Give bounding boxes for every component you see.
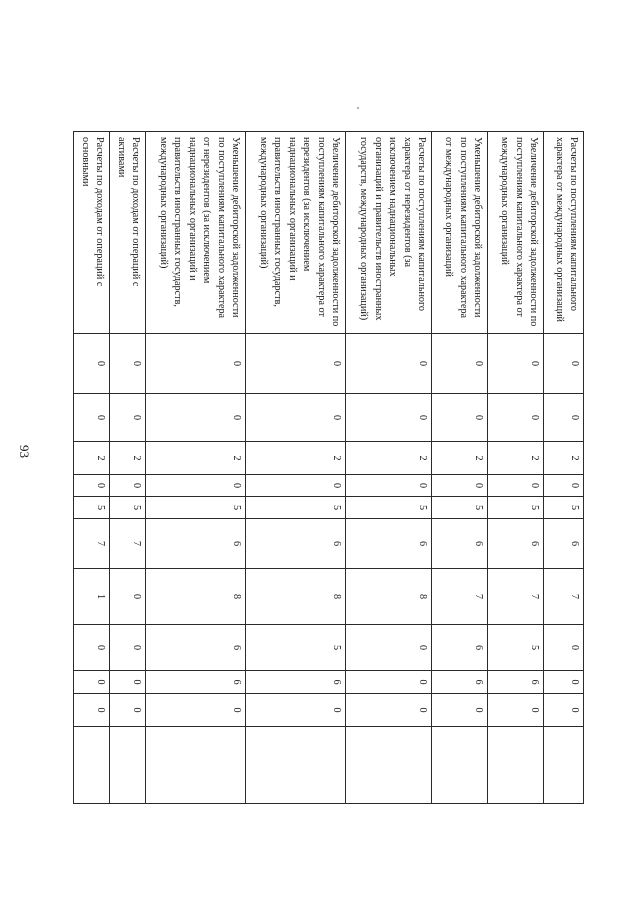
- account-name-cell: Расчеты по доходам от операций с активами: [110, 132, 146, 334]
- code-cell: 7: [544, 569, 584, 625]
- code-cell: 0: [110, 671, 146, 694]
- code-cell: 0: [544, 475, 584, 497]
- code-cell: 0: [110, 694, 146, 727]
- code-cell: 5: [346, 497, 432, 519]
- code-cell: 5: [146, 497, 246, 519]
- empty-cell: [74, 727, 110, 804]
- code-cell: 6: [544, 519, 584, 569]
- empty-cell: [488, 727, 544, 804]
- code-cell: 7: [432, 569, 488, 625]
- table-row: [488, 132, 544, 804]
- code-cell: 0: [544, 625, 584, 671]
- code-cell: 6: [146, 625, 246, 671]
- code-cell: 0: [110, 569, 146, 625]
- table-row: [246, 132, 346, 804]
- account-name-text: Расчеты по доходам от операций с основными: [79, 137, 106, 287]
- code-cell: 0: [146, 334, 246, 394]
- code-cell: 1: [74, 569, 110, 625]
- code-cell: 0: [432, 694, 488, 727]
- code-cell: 0: [110, 334, 146, 394]
- code-cell: 0: [488, 694, 544, 727]
- code-cell: 8: [346, 569, 432, 625]
- code-cell: 5: [246, 625, 346, 671]
- table-row: [146, 132, 246, 804]
- code-cell: 0: [544, 694, 584, 727]
- code-cell: 6: [488, 519, 544, 569]
- code-cell: 5: [110, 497, 146, 519]
- table-row: [432, 132, 488, 804]
- code-cell: 7: [488, 569, 544, 625]
- code-cell: 6: [346, 519, 432, 569]
- code-cell: 5: [488, 497, 544, 519]
- code-cell: 6: [432, 625, 488, 671]
- code-cell: 0: [74, 694, 110, 727]
- code-cell: 2: [432, 442, 488, 475]
- code-cell: 0: [432, 394, 488, 442]
- code-cell: 0: [74, 625, 110, 671]
- empty-cell: [246, 727, 346, 804]
- code-cell: 0: [246, 475, 346, 497]
- code-cell: 0: [110, 394, 146, 442]
- code-cell: 0: [346, 671, 432, 694]
- code-cell: 5: [246, 497, 346, 519]
- empty-cell: [110, 727, 146, 804]
- code-cell: 0: [246, 694, 346, 727]
- code-cell: 0: [110, 475, 146, 497]
- code-cell: 0: [74, 334, 110, 394]
- code-cell: 0: [74, 475, 110, 497]
- code-cell: 6: [432, 519, 488, 569]
- code-cell: 6: [146, 519, 246, 569]
- code-cell: 5: [432, 497, 488, 519]
- code-cell: 0: [146, 475, 246, 497]
- account-name-cell: Уменьшение дебиторской задолженности по поступлениям капитального характера от нерезидентов (за исключением наднациональных организаций и правительств иностранных государств, международных организаций): [146, 132, 246, 334]
- account-name-cell: Увеличение дебиторской задолженности по поступлениям капитального характера от международных организаций: [488, 132, 544, 334]
- code-cell: 5: [488, 625, 544, 671]
- table-row: [74, 132, 110, 804]
- code-cell: 0: [432, 334, 488, 394]
- code-cell: 6: [246, 671, 346, 694]
- code-cell: 2: [110, 442, 146, 475]
- table-body: [74, 132, 584, 804]
- code-cell: 5: [74, 497, 110, 519]
- code-cell: 2: [488, 442, 544, 475]
- code-cell: 2: [246, 442, 346, 475]
- code-cell: 0: [146, 394, 246, 442]
- code-cell: 0: [346, 475, 432, 497]
- code-cell: 7: [74, 519, 110, 569]
- rotated-table-wrapper: [79, 131, 584, 803]
- table-row: [110, 132, 146, 804]
- code-cell: 0: [488, 334, 544, 394]
- table-row: [544, 132, 584, 804]
- account-name-cell: [74, 132, 110, 334]
- code-cell: 0: [110, 625, 146, 671]
- code-cell: 0: [432, 475, 488, 497]
- empty-cell: [432, 727, 488, 804]
- code-cell: 0: [246, 334, 346, 394]
- code-cell: 6: [246, 519, 346, 569]
- page-number: 93: [17, 445, 32, 458]
- code-cell: 6: [488, 671, 544, 694]
- account-name-cell: Увеличение дебиторской задолженности по поступлениям капитального характера от нерезидентов (за исключением наднациональных организаций и правительств иностранных государств, международных организаций): [246, 132, 346, 334]
- code-cell: 0: [488, 394, 544, 442]
- code-cell: 0: [74, 671, 110, 694]
- code-cell: 0: [246, 394, 346, 442]
- code-cell: 0: [74, 394, 110, 442]
- scan-speck: [357, 107, 359, 109]
- account-name-cell: Расчеты по поступлениям капитального характера от международных организаций: [544, 132, 584, 334]
- code-cell: 0: [146, 694, 246, 727]
- code-cell: 0: [488, 475, 544, 497]
- code-cell: 8: [246, 569, 346, 625]
- code-cell: 0: [544, 394, 584, 442]
- code-cell: 0: [544, 334, 584, 394]
- code-cell: 2: [544, 442, 584, 475]
- code-cell: 0: [544, 671, 584, 694]
- code-cell: 2: [146, 442, 246, 475]
- account-name-cell: Уменьшение дебиторской задолженности по поступлениям капитального характера от международных организаций: [432, 132, 488, 334]
- account-name-cell: Расчеты по поступлениям капитального характера от нерезидентов (за исключением наднациональных организаций и правительств иностранных государств, международных организаций): [346, 132, 432, 334]
- classification-table: [73, 131, 584, 804]
- code-cell: 6: [432, 671, 488, 694]
- code-cell: 0: [346, 394, 432, 442]
- empty-cell: [346, 727, 432, 804]
- code-cell: 0: [346, 625, 432, 671]
- empty-cell: [146, 727, 246, 804]
- code-cell: 2: [74, 442, 110, 475]
- code-cell: 0: [346, 694, 432, 727]
- code-cell: 8: [146, 569, 246, 625]
- code-cell: 7: [110, 519, 146, 569]
- empty-cell: [544, 727, 584, 804]
- code-cell: 2: [346, 442, 432, 475]
- code-cell: 0: [346, 334, 432, 394]
- code-cell: 6: [146, 671, 246, 694]
- code-cell: 5: [544, 497, 584, 519]
- table-row: [346, 132, 432, 804]
